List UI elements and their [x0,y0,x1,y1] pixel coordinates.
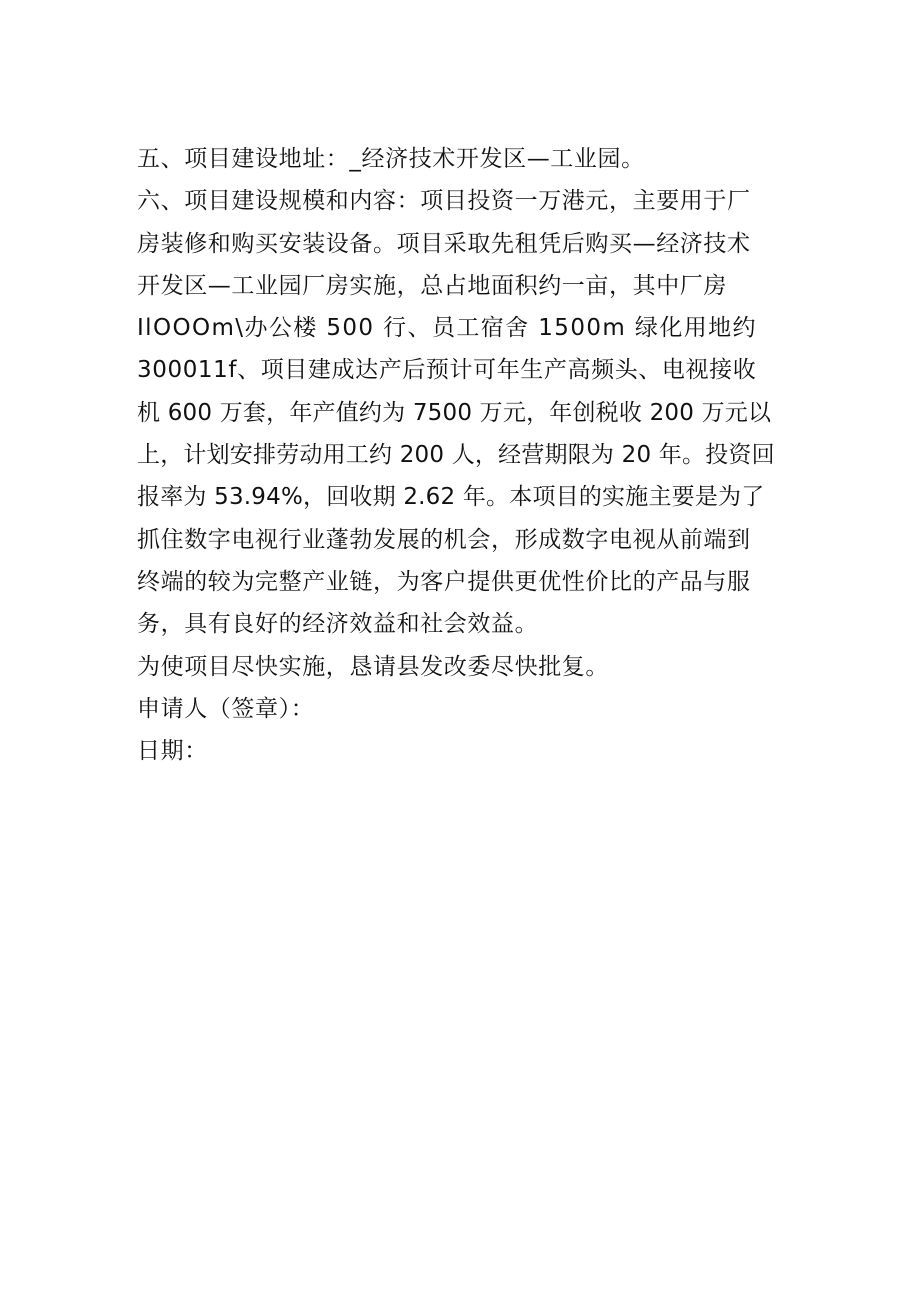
section-six-line-7: 上，计划安排劳动用工约 200 人，经营期限为 20 年。投资回 [137,442,775,469]
section-six-line-4: IlOOOm\办公楼 500 行、员工宿舍 1500m 绿化用地约 [137,315,757,342]
applicant-signature-label: 申请人（签章）： [137,695,315,722]
section-six-line-9: 抓住数字电视行业蓬勃发展的机会，形成数字电视从前端到 [137,526,751,553]
section-six-line-5: 300011f、项目建成达产后预计可年生产高频头、电视接收 [137,357,757,384]
approval-request: 为使项目尽快实施，恳请县发改委尽快批复。 [137,653,609,680]
section-six-line-6: 机 600 万套，年产值约为 7500 万元，年创税收 200 万元以 [137,399,772,426]
document-body [137,138,787,772]
section-five-address: 五、项目建设地址：_经济技术开发区—工业园。 [137,146,645,172]
section-six-line-11: 务，具有良好的经济效益和社会效益。 [137,611,539,638]
section-six-line-1: 六、项目建设规模和内容：项目投资一万港元，主要用于厂 [137,188,751,215]
section-six-line-2: 房装修和购买安装设备。项目采取先租凭后购买—经济技术 [137,230,751,257]
section-six-line-8: 报率为 53.94%，回收期 2.62 年。本项目的实施主要是为了 [137,484,765,511]
section-six-line-10: 终端的较为完整产业链，为客户提供更优性价比的产品与服 [137,568,751,595]
date-label: 日期： [137,738,208,765]
section-six-line-3: 开发区—工业园厂房实施，总占地面积约一亩，其中厂房 [137,272,727,299]
